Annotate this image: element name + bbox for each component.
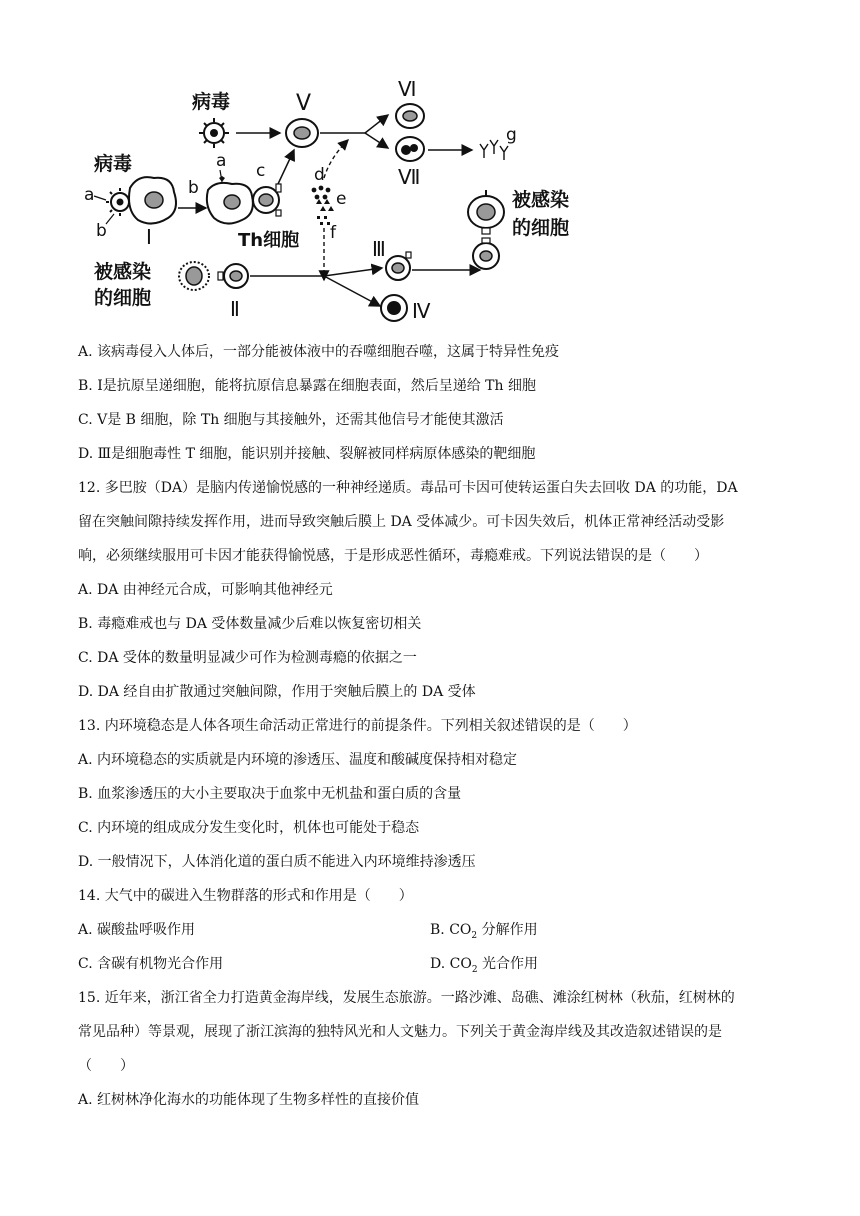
label-d: d [314,165,325,185]
cell-V [286,119,318,147]
q13-option-a: A. 内环境稳态的实质就是内环境的渗透压、温度和酸碱度保持相对稳定 [78,752,518,768]
q14-stem: 14. 大气中的碳进入生物群落的形式和作用是（ ） [78,888,413,904]
label-th-cell: Th细胞 [238,230,300,251]
infected-cell-right [468,190,504,234]
label-roman-V: Ⅴ [296,91,312,116]
q12-option-c: C. DA 受体的数量明显减少可作为检测毒瘾的依据之一 [78,650,417,666]
q15-stem-line-2: 常见品种）等景观，展现了浙江滨海的独特风光和人文魅力。下列关于黄金海岸线及其改造叙述错误的是 [78,1024,722,1040]
antibody-icon [480,140,508,160]
q14-option-b: B. $CO_2$ 分解作用 [430,922,538,941]
label-virus-top: 病毒 [192,91,231,113]
immune-diagram [80,77,570,330]
infected-cell-left [179,262,209,290]
q13-stem: 13. 内环境稳态是人体各项生命活动正常进行的前提条件。下列相关叙述错误的是（ ） [78,718,637,734]
cell-III-contact [473,238,499,269]
label-roman-I: Ⅰ [146,225,152,249]
arrow-to-III [324,268,382,276]
q13-option-b: B. 血浆渗透压的大小主要取决于血浆中无机盐和蛋白质的含量 [78,786,462,802]
q15-stem-line-1: 15. 近年来，浙江省全力打造黄金海岸线，发展生态旅游。一路沙滩、岛礁、滩涂红树林（秋茄，红树林的 [78,990,735,1006]
q14-option-d: D. $CO_2$ 光合作用 [430,956,539,975]
label-a-middle: a [216,151,227,171]
q11-option-a: A. 该病毒侵入人体后，一部分能被体液中的吞噬细胞吞噬，这属于特异性免疫 [78,344,560,360]
cell-II [218,264,248,288]
label-g: g [506,125,517,145]
label-infected-left-2: 的细胞 [94,287,152,309]
label-infected-right-1: 被感染 [512,189,570,211]
q15-option-a: A. 红树林净化海水的功能体现了生物多样性的直接价值 [78,1092,420,1108]
q11-option-d: D. Ⅲ是细胞毒性 T 细胞，能识别并接触、裂解被同样病原体感染的靶细胞 [78,446,536,462]
label-virus-left: 病毒 [94,153,133,175]
virus-icon-left [106,188,129,216]
th-cell [253,184,281,216]
label-infected-right-2: 的细胞 [512,217,570,239]
label-roman-VII: Ⅶ [398,165,421,189]
cell-IV [381,295,407,321]
label-roman-III: Ⅲ [372,237,386,261]
cell-III [386,252,411,280]
label-e: e [336,189,347,209]
arrow-to-VII [365,133,388,148]
q15-stem-line-3: （ ） [78,1058,134,1074]
cell-VII [396,137,424,161]
label-b-left: b [96,221,107,241]
label-f: f [330,223,336,243]
arrow-th-to-V [278,150,294,184]
cell-I [129,177,176,223]
q11-option-c: C. Ⅴ是 B 细胞，除 Th 细胞与其接触外，还需其他信号才能使其激活 [78,412,504,428]
label-roman-IV: Ⅳ [412,299,431,323]
q12-option-b: B. 毒瘾难戒也与 DA 受体数量减少后难以恢复密切相关 [78,616,422,632]
q12-stem-line-3: 响，必须继续服用可卡因才能获得愉悦感，于是形成恶性循环，毒瘾难戒。下列说法错误的是（ ） [78,548,708,564]
q12-option-d: D. DA 经自由扩散通过突触间隙，作用于突触后膜上的 DA 受体 [78,684,476,700]
q11-option-b: B. Ⅰ是抗原呈递细胞，能将抗原信息暴露在细胞表面，然后呈递给 Th 细胞 [78,378,536,394]
q13-option-d: D. 一般情况下，人体消化道的蛋白质不能进入内环境维持渗透压 [78,854,476,870]
label-b-middle: b [188,178,199,198]
label-infected-left-1: 被感染 [94,261,152,283]
label-c: c [256,161,266,181]
cell-apc [207,176,253,224]
q12-stem-line-2: 留在突触间隙持续发挥作用，进而导致突触后膜上 DA 受体减少。可卡因失效后，机体正常神经活动受影 [78,514,725,530]
cytokine-dots [312,186,334,225]
label-a-left: a [84,185,95,205]
q14-option-a: A. 碳酸盐呼吸作用 [78,922,196,938]
dashed-arrow-to-VII [324,140,348,178]
virus-icon-top [199,118,229,148]
label-roman-VI: Ⅵ [398,77,417,101]
arrow-to-VI [365,115,388,133]
label-roman-II: Ⅱ [230,297,240,321]
cell-VI [396,104,424,128]
q12-stem-line-1: 12. 多巴胺（DA）是脑内传递愉悦感的一种神经递质。毒品可卡因可使转运蛋白失去回收 DA 的功能，DA [78,480,738,496]
arrow-to-IV [324,276,380,306]
q13-option-c: C. 内环境的组成成分发生变化时，机体也可能处于稳态 [78,820,420,836]
q14-option-c: C. 含碳有机物光合作用 [78,956,224,972]
q12-option-a: A. DA 由神经元合成，可影响其他神经元 [78,582,333,598]
